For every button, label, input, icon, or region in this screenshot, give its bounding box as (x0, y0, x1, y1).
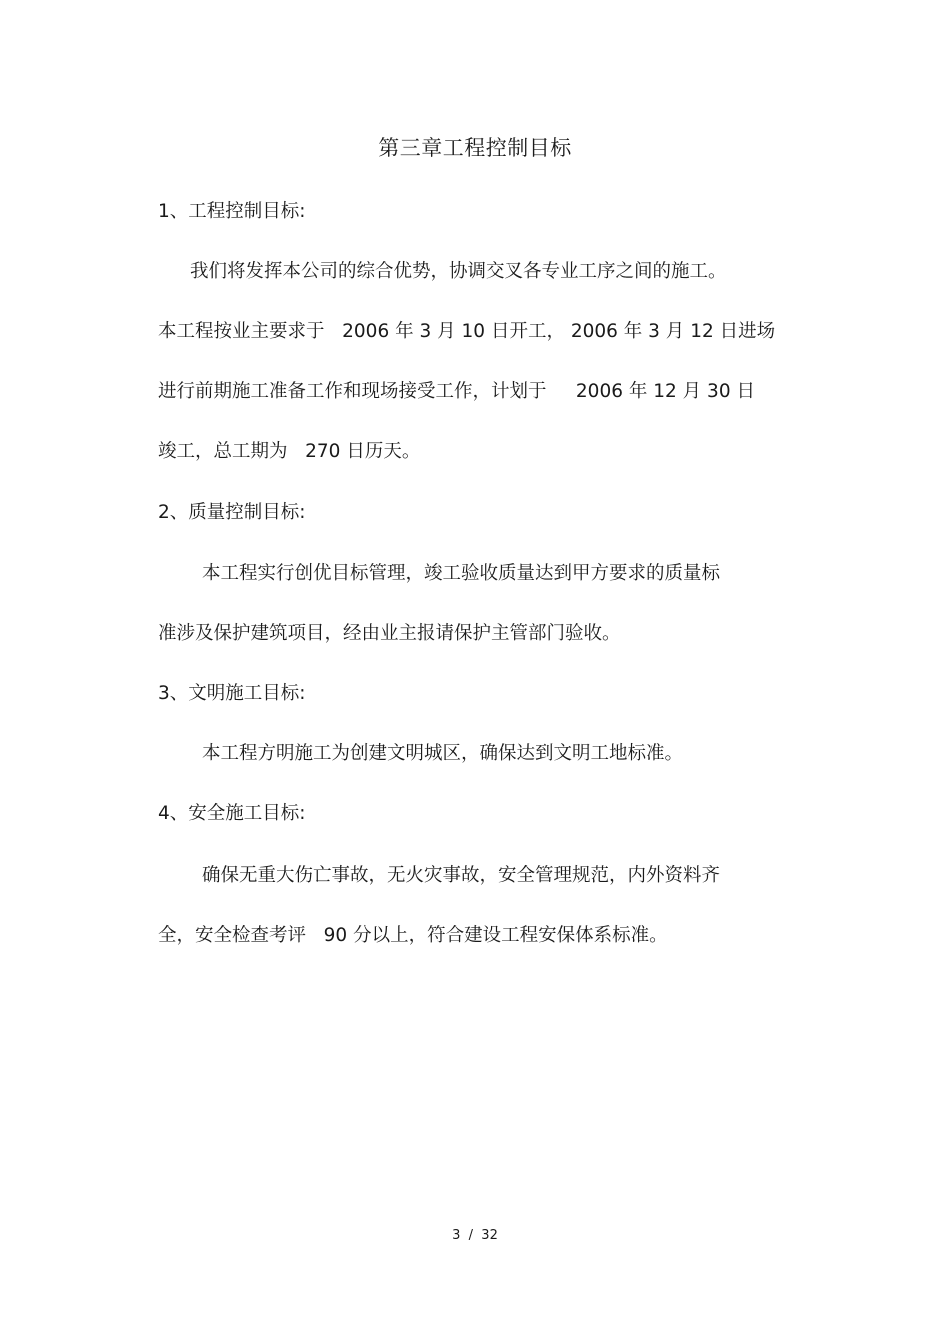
section-1-paragraph-line-3: 进行前期施工准备工作和现场接受工作，计划于 2006 年 12 月 30 日 (158, 381, 755, 402)
section-4-heading: 4、安全施工目标: (158, 803, 306, 824)
section-4-paragraph-line-1: 确保无重大伤亡事故，无火灾事故，安全管理规范，内外资料齐 (202, 865, 721, 886)
section-1-heading: 1、工程控制目标: (158, 201, 306, 222)
section-3-heading: 3、文明施工目标: (158, 683, 306, 704)
section-3-paragraph-line-1: 本工程方明施工为创建文明城区，确保达到文明工地标准。 (202, 743, 684, 764)
section-4-paragraph-line-2: 全，安全检查考评 90 分以上，符合建设工程安保体系标准。 (158, 925, 668, 946)
section-1-paragraph-line-2: 本工程按业主要求于 2006 年 3 月 10 日开工， 2006 年 3 月 12 日进场 (158, 321, 776, 342)
section-2-paragraph-line-2: 准涉及保护建筑项目，经由业主报请保护主管部门验收。 (158, 623, 621, 644)
section-2-paragraph-line-1: 本工程实行创优目标管理，竣工验收质量达到甲方要求的质量标 (202, 563, 721, 584)
section-1-paragraph-line-1: 我们将发挥本公司的综合优势，协调交叉各专业工序之间的施工。 (190, 261, 727, 282)
page-number: 3 / 32 (452, 1228, 498, 1243)
section-1-paragraph-line-4: 竣工，总工期为 270 日历天。 (158, 441, 421, 462)
section-2-heading: 2、质量控制目标: (158, 502, 306, 523)
chapter-title: 第三章工程控制目标 (378, 136, 572, 160)
